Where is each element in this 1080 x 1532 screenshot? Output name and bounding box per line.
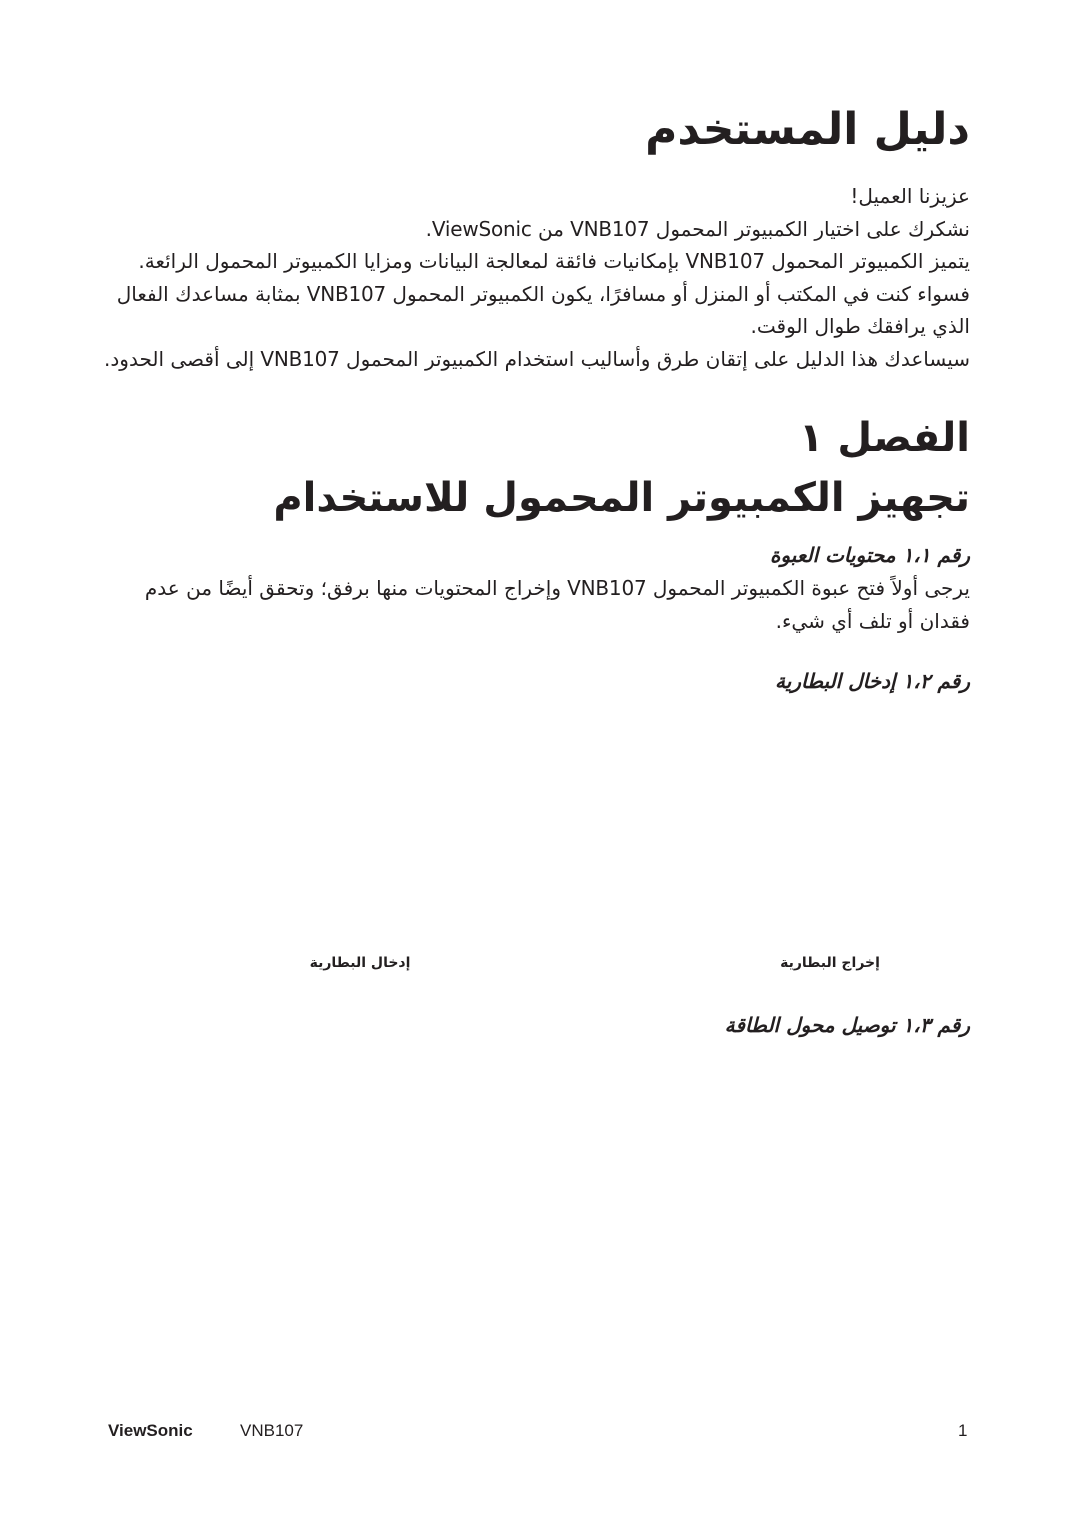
intro-line: سيساعدك هذا الدليل على إتقان طرق وأساليب استخدام الكمبيوتر المحمول VNB107 إلى أقصى الحدود. xyxy=(104,346,970,371)
chapter-title: تجهيز الكمبيوتر المحمول للاستخدام xyxy=(273,475,970,521)
package-contents-paragraph xyxy=(100,572,970,637)
intro-line: نشكرك على اختيار الكمبيوتر المحمول VNB107 من ViewSonic. xyxy=(425,216,970,241)
intro-paragraph xyxy=(100,180,970,375)
footer-model: VNB107 xyxy=(240,1421,304,1440)
section-heading-insert-battery: رقم ١،٢ إدخال البطارية xyxy=(775,669,970,693)
chapter-number: الفصل ١ xyxy=(799,415,970,461)
intro-line: الذي يرافقك طوال الوقت. xyxy=(750,314,970,338)
paragraph-line: يرجى أولاً فتح عبوة الكمبيوتر المحمول VNB107 وإخراج المحتويات منها برفق؛ وتحقق أيضًا من عدم xyxy=(144,576,970,600)
intro-line: فسواء كنت في المكتب أو المنزل أو مسافرًا، يكون الكمبيوتر المحمول VNB107 بمثابة مساعدك الفعال xyxy=(116,281,970,306)
section-heading-package-contents: رقم ١،١ محتويات العبوة xyxy=(769,543,970,567)
figure-caption-insert-battery: إدخال البطارية xyxy=(309,955,411,971)
page-title: دليل المستخدم xyxy=(645,104,970,155)
page-number: 1 xyxy=(958,1421,968,1440)
intro-line: عزيزنا العميل! xyxy=(850,184,970,208)
footer-brand: ViewSonic xyxy=(108,1421,193,1440)
section-heading-connect-adapter: رقم ١،٣ توصيل محول الطاقة xyxy=(724,1013,970,1037)
intro-line: يتميز الكمبيوتر المحمول VNB107 بإمكانيات فائقة لمعالجة البيانات ومزايا الكمبيوتر المحمول الرائعة. xyxy=(138,249,970,273)
figure-caption-remove-battery: إخراج البطارية xyxy=(780,955,880,971)
paragraph-line: فقدان أو تلف أي شيء. xyxy=(775,608,970,633)
